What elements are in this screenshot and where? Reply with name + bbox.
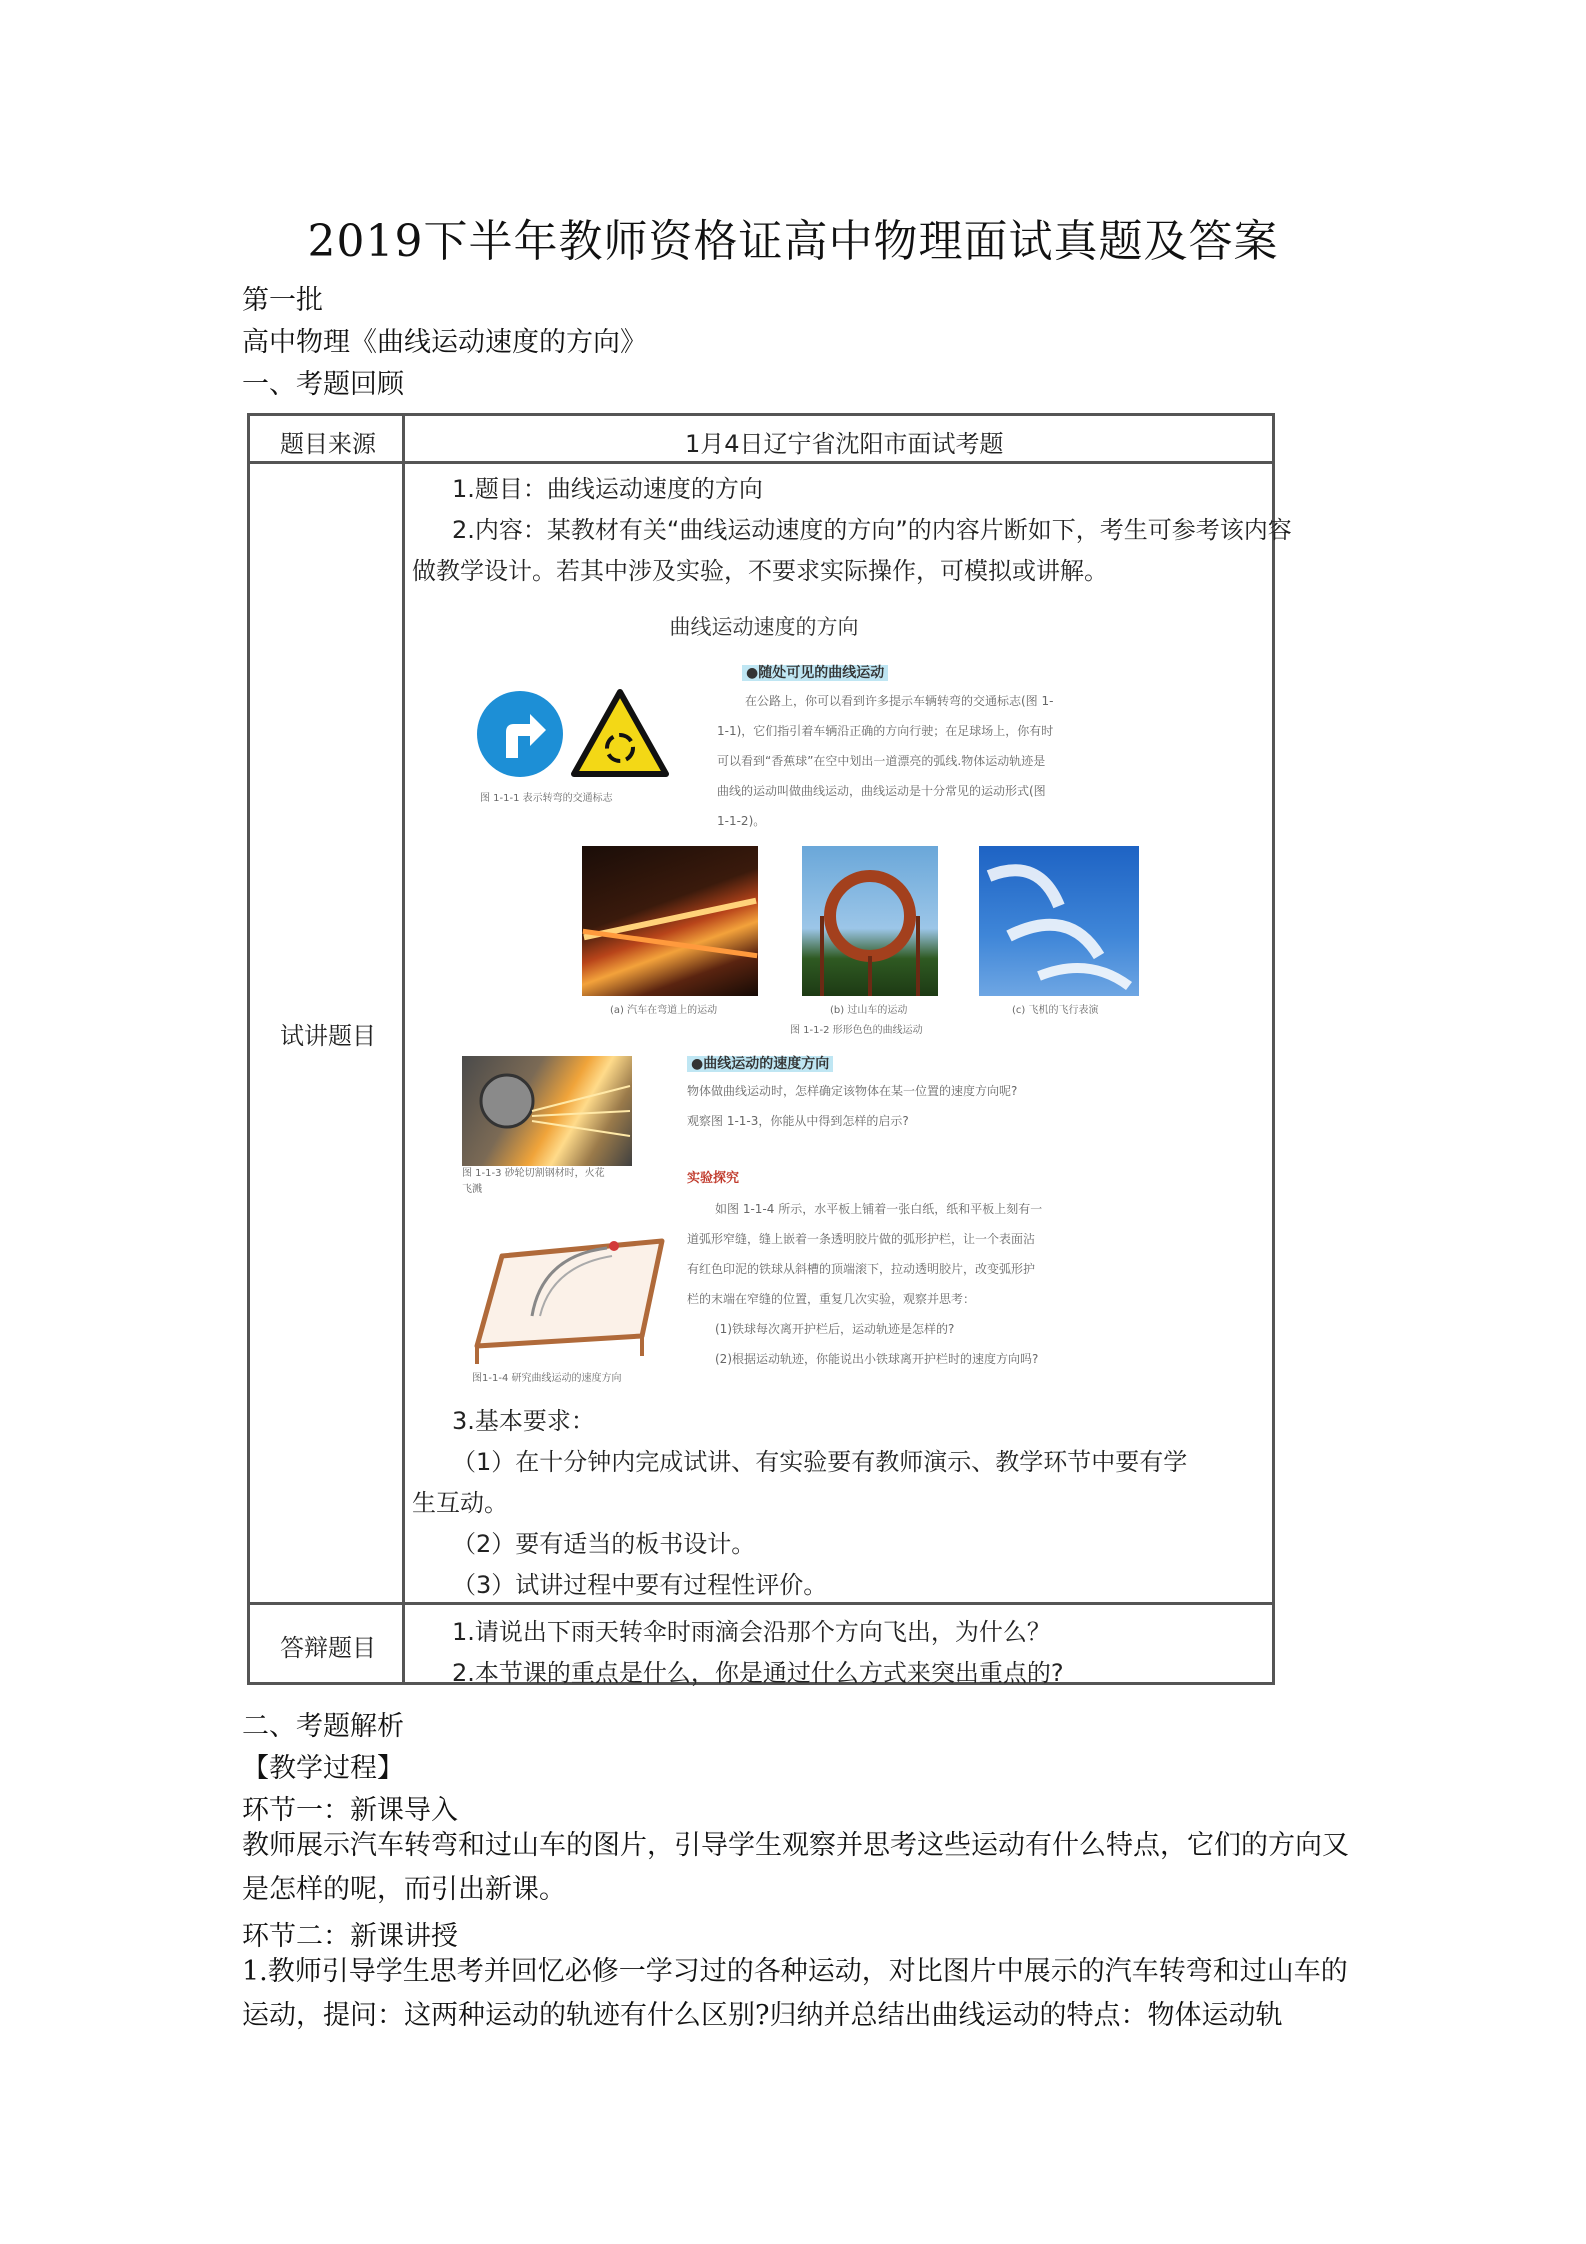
requirement-1-line1: （1）在十分钟内完成试讲、有实验要有教师演示、教学环节中要有学 <box>452 1448 1188 1476</box>
text-line: 如图 1-1-4 所示，水平板上铺着一张白纸，纸和平板上刻有一 <box>715 1202 1043 1216</box>
course-title: 高中物理《曲线运动速度的方向》 <box>242 327 647 358</box>
text-line: 曲线的运动叫做曲线运动，曲线运动是十分常见的运动形式(图 <box>717 784 1046 798</box>
photo-caption-a: (a) 汽车在弯道上的运动 <box>610 1005 718 1016</box>
batch-label: 第一批 <box>242 285 323 316</box>
document-title: 2019下半年教师资格证高中物理面试真题及答案 <box>307 216 1279 267</box>
grinder-sparks-photo <box>462 1056 632 1166</box>
defense-question-1: 1.请说出下雨天转伞时雨滴会沿那个方向飞出，为什么？ <box>452 1618 1051 1646</box>
aerobatics-photo <box>979 846 1139 996</box>
text-line: 可以看到“香蕉球”在空中划出一道漂亮的弧线.物体运动轨迹是 <box>717 754 1046 768</box>
step2-text: 1.教师引导学生思考并回忆必修一学习过的各种运动，对比图片中展示的汽车转弯和过山车的运动，提问：这两种运动的轨迹有什么区别?归纳并总结出曲线运动的特点：物体运动轨 <box>242 1956 1348 2031</box>
excerpt-section2-label: ●曲线运动的速度方向 <box>687 1049 833 1079</box>
text-line: 道弧形窄缝，缝上嵌着一条透明胶片做的弧形护栏，让一个表面沾 <box>687 1232 1036 1246</box>
source-value: 1月4日辽宁省沈阳市面试考题 <box>685 430 1004 458</box>
content-line-2: 做教学设计。若其中涉及实验，不要求实际操作，可模拟或讲解。 <box>412 557 1108 585</box>
rollercoaster-photo <box>802 846 938 996</box>
defense-question-2: 2.本节课的重点是什么，你是通过什么方式来突出重点的? <box>452 1659 1064 1687</box>
excerpt-section1-text <box>717 686 1053 836</box>
table-row-divider <box>250 461 1272 464</box>
step2-title: 环节二：新课讲授 <box>242 1921 458 1952</box>
fig-1-1-3-caption-line2: 飞溅 <box>462 1184 482 1195</box>
experiment-text <box>687 1194 1043 1374</box>
requirements-title: 3.基本要求： <box>452 1407 595 1435</box>
step1-title: 环节一：新课导入 <box>242 1795 458 1826</box>
text-line: 1-1)，它们指引着车辆沿正确的方向行驶；在足球场上，你有时 <box>717 724 1054 738</box>
section-review-heading: 一、考题回顾 <box>242 369 404 400</box>
excerpt-section1-label: ●随处可见的曲线运动 <box>742 658 888 688</box>
fig-1-1-4-caption: 图1-1-4 研究曲线运动的速度方向 <box>472 1373 622 1384</box>
text-line: (2)根据运动轨迹，你能说出小铁球离开护栏时的速度方向吗? <box>715 1352 1039 1366</box>
step1-text: 教师展示汽车转弯和过山车的图片，引导学生观察并思考这些运动有什么特点，它们的方向又是怎样的呢，而引出新课。 <box>242 1830 1349 1905</box>
text-line: 物体做曲线运动时，怎样确定该物体在某一位置的速度方向呢? <box>687 1084 1018 1098</box>
fig-1-1-3-caption-line1: 图 1-1-3 砂轮切割钢材时，火花 <box>462 1168 605 1179</box>
section-analysis-heading: 二、考题解析 <box>242 1711 404 1742</box>
text-line: 观察图 1-1-3，你能从中得到怎样的启示? <box>687 1114 909 1128</box>
table-row-divider <box>250 1602 1272 1605</box>
experiment-board-diagram <box>472 1216 672 1366</box>
text-line: 在公路上，你可以看到许多提示车辆转弯的交通标志(图 1- <box>745 694 1054 708</box>
text-line: 栏的末端在窄缝的位置，重复几次实验，观察并思考： <box>687 1292 976 1306</box>
requirement-2: （2）要有适当的板书设计。 <box>452 1530 756 1558</box>
table-column-divider <box>402 416 405 1682</box>
excerpt-heading: 曲线运动速度的方向 <box>669 615 859 639</box>
fig-1-1-1-caption: 图 1-1-1 表示转弯的交通标志 <box>480 793 613 804</box>
fig-1-1-2-caption: 图 1-1-2 形形色色的曲线运动 <box>790 1025 923 1036</box>
topic-line: 1.题目：曲线运动速度的方向 <box>452 475 763 503</box>
source-label: 题目来源 <box>280 430 376 458</box>
highway-night-photo <box>582 846 758 996</box>
requirement-1-line2: 生互动。 <box>412 1489 508 1517</box>
requirement-3: （3）试讲过程中要有过程性评价。 <box>452 1571 828 1599</box>
experiment-label: 实验探究 <box>687 1171 740 1186</box>
roundabout-sign-icon <box>570 688 670 778</box>
text-line: 1-1-2)。 <box>717 814 766 828</box>
lecture-label: 试讲题目 <box>280 1022 376 1050</box>
photo-caption-b: (b) 过山车的运动 <box>830 1005 908 1016</box>
exam-question-table <box>247 413 1292 1687</box>
text-line: 有红色印泥的铁球从斜槽的顶端滚下，拉动透明胶片，改变弧形护 <box>687 1262 1036 1276</box>
teaching-process-heading: 【教学过程】 <box>242 1753 404 1784</box>
defense-label: 答辩题目 <box>280 1634 376 1662</box>
photo-caption-c: (c) 飞机的飞行表演 <box>1012 1005 1099 1016</box>
content-line-1: 2.内容：某教材有关“曲线运动速度的方向”的内容片断如下，考生可参考该内容 <box>452 516 1292 544</box>
turn-sign-icon <box>474 688 566 780</box>
text-line: (1)铁球每次离开护栏后，运动轨迹是怎样的? <box>715 1322 955 1336</box>
